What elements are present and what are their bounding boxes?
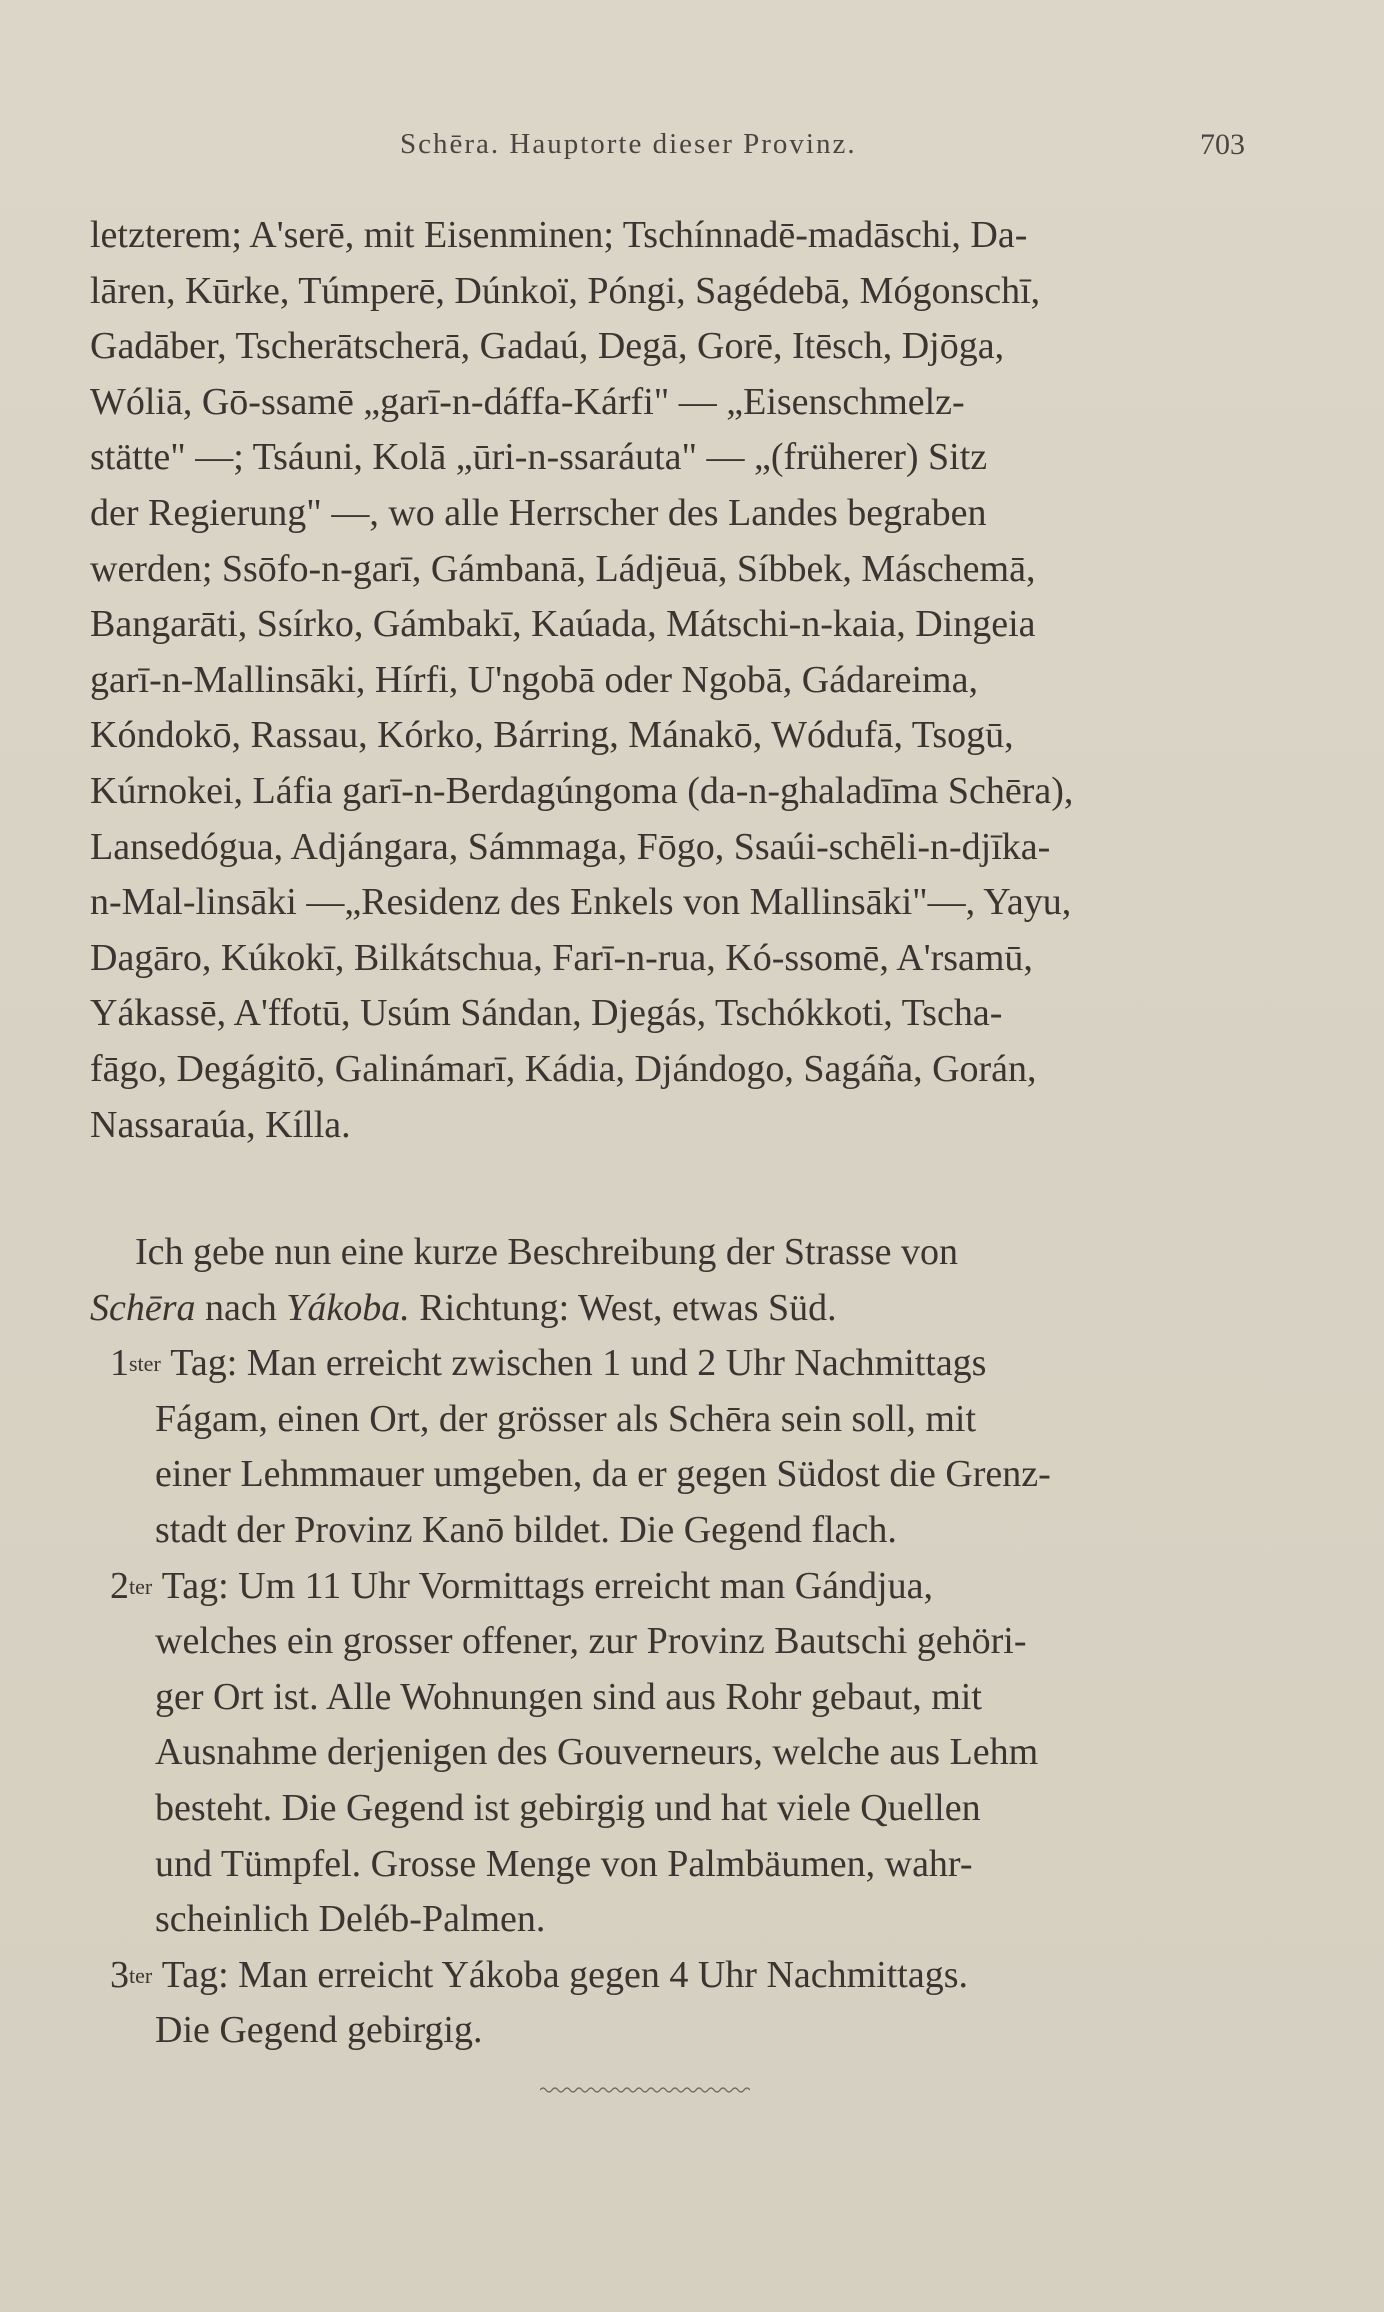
text-line: Wóliā, Gō-ssamē „garī-n-dáffa-Kárfi" — „Eisenschmelz-	[90, 380, 965, 423]
text-line: besteht. Die Gegend ist gebirgig und hat viele Quellen	[155, 1786, 981, 1829]
text-line: n-Mal-linsāki —„Residenz des Enkels von Mallinsāki"—, Yayu,	[90, 881, 1072, 924]
text-line: Bangarāti, Ssírko, Gámbakī, Kaúada, Mátschi-n-kaia, Dingeia	[90, 603, 1036, 646]
text-line: Fágam, einen Ort, der grösser als Schēra sein soll, mit	[155, 1397, 977, 1440]
text-line: garī-n-Mallinsāki, Hírfi, U'ngobā oder Ngobā, Gádareima,	[90, 658, 978, 701]
route-description	[90, 1225, 1250, 2059]
direction: Richtung: West, etwas Süd.	[419, 1286, 837, 1329]
page-number: 703	[1200, 128, 1245, 161]
text-line: der Regierung" —, wo alle Herrscher des Landes begraben	[90, 491, 987, 534]
origin-place: Schēra	[90, 1286, 196, 1329]
text-line: Ausnahme derjenigen des Gouverneurs, welche aus Lehm	[155, 1731, 1039, 1774]
text-line: Kóndokō, Rassau, Kórko, Bárring, Mánakō, Wódufā, Tsogū,	[90, 714, 1014, 757]
text-line: Yákassē, A'ffotū, Usúm Sándan, Djegás, Tschókkoti, Tscha-	[90, 992, 1003, 1035]
page-header	[0, 128, 1384, 168]
text-line: letzterem; A'serē, mit Eisenminen; Tschínnadē-madāschi, Da-	[90, 214, 1028, 256]
day-entry-first-line: 2 ter Tag: Um 11 Uhr Vormittags erreicht man Gándjua,	[110, 1564, 933, 1607]
place-list-paragraph	[90, 208, 1250, 1153]
text-line: Nassaraúa, Kílla.	[90, 1103, 351, 1146]
text-line: Dagāro, Kúkokī, Bilkátschua, Farī-n-rua, Kó-ssomē, A'rsamū,	[90, 936, 1033, 979]
text-line: Lansedógua, Adjángara, Sámmaga, Fōgo, Ssaúi-schēli-n-djīka-	[90, 825, 1051, 868]
text-line: Gadāber, Tscherātscherā, Gadaú, Degā, Gorē, Itēsch, Djōga,	[90, 325, 1005, 368]
text-line: werden; Ssōfo-n-garī, Gámbanā, Ládjēuā, Síbbek, Máschemā,	[90, 547, 1036, 590]
day-entry-first-line: 1 ster Tag: Man erreicht zwischen 1 und 2 Uhr Nachmittags	[110, 1342, 987, 1385]
text-line: scheinlich Deléb-Palmen.	[155, 1898, 546, 1941]
text-line: Schēra nach Yákoba. Richtung: West, etwas Süd.	[90, 1281, 1250, 1337]
text-line: ger Ort ist. Alle Wohnungen sind aus Rohr gebaut, mit	[155, 1675, 982, 1718]
text-line: einer Lehmmauer umgeben, da er gegen Südost die Grenz-	[155, 1453, 1051, 1496]
wavy-rule-ornament	[540, 2085, 750, 2095]
text-line: Kúrnokei, Láfia garī-n-Berdagúngoma (da-n-ghaladīma Schēra),	[90, 769, 1074, 812]
text-line: und Tümpfel. Grosse Menge von Palmbäumen, wahr-	[155, 1842, 973, 1885]
text-line: Die Gegend gebirgig.	[155, 2009, 483, 2052]
text-line: lāren, Kūrke, Túmperē, Dúnkoï, Póngi, Sagédebā, Mógonschī,	[90, 269, 1041, 312]
destination-place: Yákoba.	[286, 1286, 410, 1329]
text-line: stätte" —; Tsáuni, Kolā „ūri-n-ssaráuta" — „(früherer) Sitz	[90, 436, 988, 479]
running-head: Schēra. Hauptorte dieser Provinz.	[400, 128, 857, 160]
day-entry-first-line: 3 ter Tag: Man erreicht Yákoba gegen 4 Uhr Nachmittags.	[110, 1953, 969, 1996]
text-line: fāgo, Degágitō, Galinámarī, Kádia, Djándogo, Sagáña, Gorán,	[90, 1047, 1037, 1090]
text-line: welches ein grosser offener, zur Provinz Bautschi gehöri-	[155, 1620, 1027, 1663]
text-line: Ich gebe nun eine kurze Beschreibung der Strasse von	[135, 1231, 959, 1273]
text-line: stadt der Provinz Kanō bildet. Die Gegend flach.	[155, 1508, 897, 1551]
